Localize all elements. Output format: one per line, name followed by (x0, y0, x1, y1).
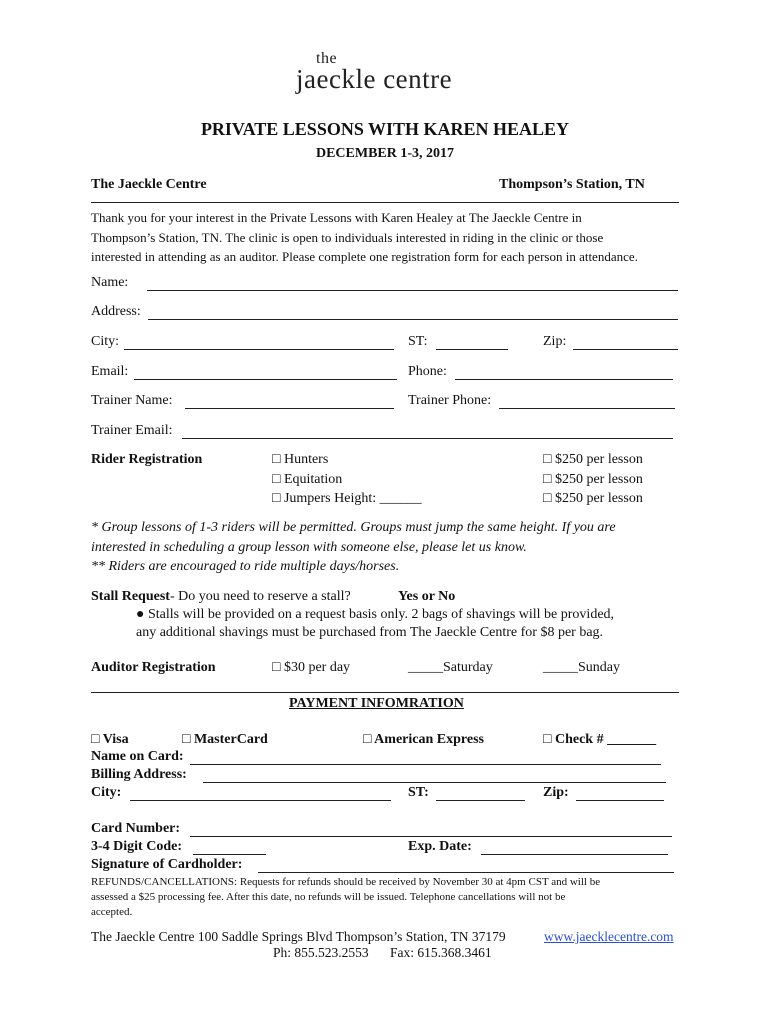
stall-question: - Do you need to reserve a stall? (169, 589, 351, 604)
page-title: PRIVATE LESSONS WITH KAREN HEALEY (200, 119, 570, 139)
check-checkbox[interactable]: □ Check # _______ (543, 732, 657, 747)
venue-name: The Jaeckle Centre (91, 177, 207, 192)
refund-policy: REFUNDS/CANCELLATIONS: Requests for refunds should be received by November 30 at 4pm CST and will be (91, 876, 601, 888)
jumpers-price-checkbox[interactable]: □ $250 per lesson (543, 491, 643, 506)
signature-label: Signature of Cardholder: (91, 857, 243, 872)
card-number-field[interactable] (190, 836, 672, 837)
phone-field[interactable] (455, 379, 673, 380)
footer-phone: Ph: 855.523.2553 (273, 945, 369, 960)
name-label: Name: (91, 275, 129, 290)
logo-brand: jaeckle centre (296, 64, 453, 94)
zip-label: Zip: (543, 334, 567, 349)
rider-registration-label: Rider Registration (91, 452, 203, 467)
equitation-checkbox[interactable]: □ Equitation (272, 472, 343, 487)
multiple-days-note: ** Riders are encouraged to ride multiple days/horses. (91, 559, 400, 574)
stall-bullet: ● Stalls will be provided on a request basis only. 2 bags of shavings will be provided, (136, 607, 615, 622)
payment-st-field[interactable] (436, 800, 525, 801)
amex-checkbox[interactable]: □ American Express (363, 732, 484, 747)
st-field[interactable] (436, 349, 508, 350)
address-field[interactable] (148, 319, 678, 320)
saturday-field[interactable]: _____Saturday (408, 660, 493, 675)
stall-answer[interactable]: Yes or No (398, 589, 456, 604)
auditor-price-checkbox[interactable]: □ $30 per day (272, 660, 351, 675)
intro-line: Thompson’s Station, TN. The clinic is open to individuals interested in riding in the clinic or those (91, 229, 604, 245)
intro-line: interested in attending as an auditor. Please complete one registration form for each person in attendance. (91, 249, 638, 264)
group-note: interested in scheduling a group lesson with someone else, please let us know. (91, 540, 527, 555)
payment-city-label: City: (91, 785, 122, 800)
venue-location: Thompson’s Station, TN (499, 177, 645, 192)
stall-request (91, 589, 351, 605)
group-note: * Group lessons of 1-3 riders will be permitted. Groups must jump the same height. If you are (91, 520, 616, 535)
website-link[interactable]: www.jaecklecentre.com (544, 929, 674, 944)
jumpers-checkbox[interactable]: □ Jumpers Height: ______ (272, 491, 422, 506)
intro-paragraph (91, 208, 691, 267)
stall-request-label: Stall Request (91, 589, 170, 604)
footer-address: The Jaeckle Centre 100 Saddle Springs Blvd Thompson’s Station, TN 37179 (91, 929, 506, 944)
logo-the: the (316, 50, 338, 67)
header-divider (91, 202, 679, 203)
card-number-label: Card Number: (91, 821, 181, 836)
exp-date-field[interactable] (481, 854, 668, 855)
mastercard-checkbox[interactable]: □ MasterCard (182, 732, 268, 747)
name-on-card-label: Name on Card: (91, 749, 184, 764)
address-label: Address: (91, 304, 141, 319)
trainer-name-label: Trainer Name: (91, 393, 173, 408)
intro-line: Thank you for your interest in the Private Lessons with Karen Healey at The Jaeckle Centre in (91, 210, 582, 225)
refund-policy: accepted. (91, 906, 133, 918)
footer-fax: Fax: 615.368.3461 (390, 945, 492, 960)
trainer-email-label: Trainer Email: (91, 423, 173, 438)
logo (294, 50, 479, 98)
stall-bullet-cont: any additional shavings must be purchased from The Jaeckle Centre for $8 per bag. (136, 625, 604, 640)
billing-address-field[interactable] (203, 782, 666, 783)
payment-city-field[interactable] (130, 800, 391, 801)
signature-field[interactable] (258, 872, 674, 873)
payment-st-label: ST: (408, 785, 429, 800)
visa-checkbox[interactable]: □ Visa (91, 732, 129, 747)
hunters-price-checkbox[interactable]: □ $250 per lesson (543, 452, 643, 467)
payment-zip-field[interactable] (576, 800, 664, 801)
trainer-email-field[interactable] (182, 438, 673, 439)
refund-policy: assessed a $25 processing fee. After this date, no refunds will be issued. Telephone cancellations will not be (91, 891, 566, 903)
trainer-phone-field[interactable] (499, 408, 675, 409)
city-field[interactable] (124, 349, 394, 350)
equitation-price-checkbox[interactable]: □ $250 per lesson (543, 472, 643, 487)
sunday-field[interactable]: _____Sunday (543, 660, 620, 675)
zip-field[interactable] (573, 349, 678, 350)
digit-code-field[interactable] (193, 854, 266, 855)
name-field[interactable] (147, 290, 678, 291)
exp-date-label: Exp. Date: (408, 839, 472, 854)
digit-code-label: 3-4 Digit Code: (91, 839, 182, 854)
email-field[interactable] (134, 379, 397, 380)
st-label: ST: (408, 334, 428, 349)
name-on-card-field[interactable] (190, 764, 661, 765)
payment-zip-label: Zip: (543, 785, 569, 800)
trainer-name-field[interactable] (185, 408, 394, 409)
trainer-phone-label: Trainer Phone: (408, 393, 492, 408)
event-dates: DECEMBER 1-3, 2017 (315, 146, 455, 161)
payment-heading: PAYMENT INFOMRATION (289, 696, 464, 711)
city-label: City: (91, 334, 120, 349)
billing-address-label: Billing Address: (91, 767, 187, 782)
auditor-divider (91, 692, 679, 693)
auditor-registration-label: Auditor Registration (91, 660, 216, 675)
phone-label: Phone: (408, 364, 447, 379)
email-label: Email: (91, 364, 129, 379)
hunters-checkbox[interactable]: □ Hunters (272, 452, 329, 467)
